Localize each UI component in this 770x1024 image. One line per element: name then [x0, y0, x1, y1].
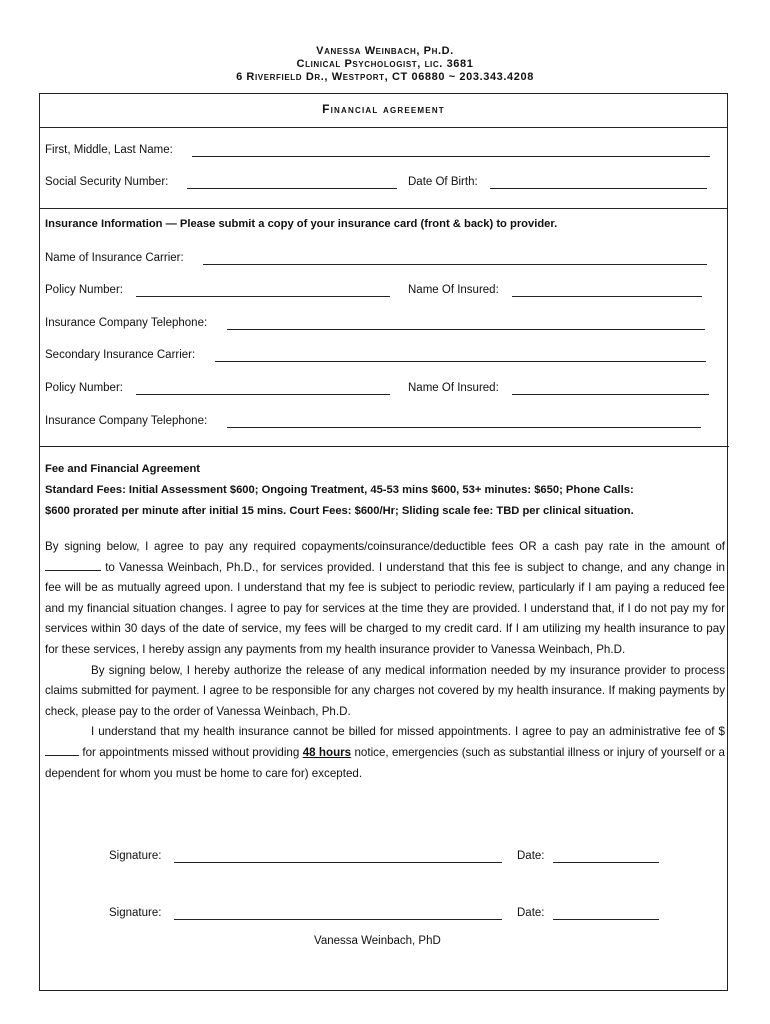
- dob-field[interactable]: [490, 188, 707, 189]
- agreement-paragraph-3: [45, 722, 725, 784]
- paragraph-1-start: By signing below, I agree to pay any required copayments/coinsurance/deductible fees OR a cash pay rate in the amount of: [45, 540, 725, 553]
- signature-label: Signature:: [109, 850, 162, 862]
- policy2-field[interactable]: [136, 394, 390, 395]
- secondary-field[interactable]: [215, 361, 706, 362]
- agreement-paragraph-2: By signing below, I hereby authorize the release of any medical information needed by my insurance provider to process claims submitted for payment. I agree to be responsible for any charges not covered by my health insurance. If making payments by check, please pay to the order of Vanessa Weinbach, Ph.D.: [45, 663, 725, 718]
- fees-heading: Fee and Financial Agreement: [45, 463, 201, 475]
- signature2-field[interactable]: [174, 919, 502, 920]
- phone-label: Insurance Company Telephone:: [45, 317, 208, 329]
- notice-hours: 48 hours: [302, 745, 352, 759]
- form-title-row: [40, 94, 727, 128]
- letterhead-credentials: Clinical Psychologist, lic. 3681: [296, 58, 474, 70]
- agreement-paragraph-1: [45, 537, 725, 661]
- date2-field[interactable]: [553, 919, 659, 920]
- phone2-label: Insurance Company Telephone:: [45, 415, 208, 427]
- section-divider: [40, 208, 727, 209]
- carrier-field[interactable]: [203, 264, 707, 265]
- agreement-text: [45, 537, 725, 784]
- carrier-label: Name of Insurance Carrier:: [45, 252, 184, 264]
- policy2-label: Policy Number:: [45, 382, 123, 394]
- date2-label: Date:: [517, 907, 545, 919]
- policy-label: Policy Number:: [45, 284, 123, 296]
- missed-fee-field[interactable]: [45, 744, 79, 756]
- dob-label: Date Of Birth:: [408, 176, 478, 188]
- name-label: First, Middle, Last Name:: [45, 144, 173, 156]
- letterhead-name: Vanessa Weinbach, Ph.D.: [316, 45, 454, 57]
- standard-fees-line1: Standard Fees: Initial Assessment $600; Ongoing Treatment, 45-53 mins $600, 53+ minutes: $650; Phone Calls:: [45, 484, 634, 496]
- paragraph-3-end: notice, emergencies (such as substantial illness or injury of yourself or a dependent for whom you must be home to care for) excepted.: [45, 745, 725, 780]
- provider-name: Vanessa Weinbach, PhD: [314, 935, 441, 947]
- secondary-label: Secondary Insurance Carrier:: [45, 349, 196, 361]
- signature-field[interactable]: [174, 862, 502, 863]
- form-frame: [39, 93, 728, 991]
- insured-label: Name Of Insured:: [408, 284, 499, 296]
- signature2-label: Signature:: [109, 907, 162, 919]
- paragraph-3-start: I understand that my health insurance cannot be billed for missed appointments. I agree to pay an administrative fee of $: [91, 725, 725, 739]
- letterhead-address: 6 Riverfield Dr., Westport, CT 06880 ~ 203.343.4208: [236, 71, 534, 83]
- paragraph-1-rest: to Vanessa Weinbach, Ph.D., for services provided. I understand that this fee is subject to change, and any change in fee will be as mutually agreed upon. I understand that my fee is subject to periodic review, particularly if I am paying a reduced fee and my financial situation changes. I agree to pay for services at the time they are provided. I understand that, if I do not pay my for services within 30 days of the date of service, my fees will be charged to my credit card. If I am utilizing my health insurance to pay for these services, I hereby assign any payments from my health insurance provider to Vanessa Weinbach, Ph.D.: [45, 560, 725, 656]
- date-field[interactable]: [553, 862, 659, 863]
- name-field[interactable]: [192, 156, 710, 157]
- standard-fees-line2: $600 prorated per minute after initial 15 mins. Court Fees: $600/Hr; Sliding scale fee: TBD per clinical situation.: [45, 505, 634, 517]
- ssn-label: Social Security Number:: [45, 176, 169, 188]
- insured2-label: Name Of Insured:: [408, 382, 499, 394]
- insured-field[interactable]: [512, 296, 702, 297]
- form-title: Financial agreement: [322, 102, 445, 116]
- date-label: Date:: [517, 850, 545, 862]
- section-divider: [40, 446, 729, 447]
- insurance-heading: Insurance Information — Please submit a copy of your insurance card (front & back) to provider.: [45, 218, 558, 230]
- phone2-field[interactable]: [227, 427, 701, 428]
- ssn-field[interactable]: [187, 188, 397, 189]
- phone-field[interactable]: [227, 329, 705, 330]
- policy-field[interactable]: [136, 296, 390, 297]
- paragraph-3-mid: for appointments missed without providing: [82, 745, 300, 759]
- amount-field[interactable]: [45, 559, 101, 571]
- insured2-field[interactable]: [512, 394, 709, 395]
